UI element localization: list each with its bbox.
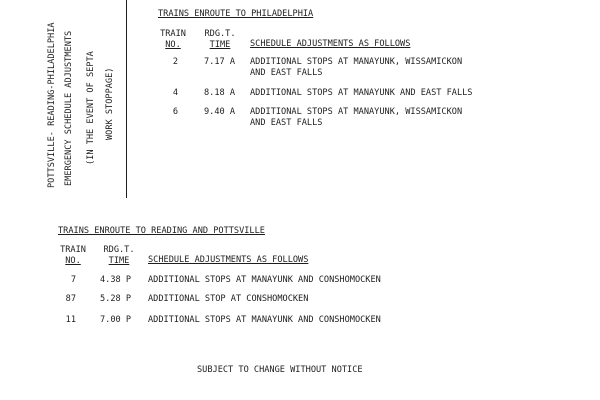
adjustment-text-cont: AND EAST FALLS	[250, 68, 323, 78]
train-number: 6	[172, 107, 178, 117]
side-note-line-2: WORK STOPPAGE)	[105, 67, 115, 140]
col-header-adjustments: SCHEDULE ADJUSTMENTS AS FOLLOWS	[148, 255, 309, 265]
col-header-adjustments: SCHEDULE ADJUSTMENTS AS FOLLOWS	[250, 39, 411, 49]
col-header-time-line1: RDG.T.	[204, 29, 236, 39]
train-number: 87	[65, 294, 76, 304]
side-note-line: (IN THE EVENT OF SEPTA	[86, 51, 96, 165]
col-header-train-line1: TRAIN	[60, 245, 86, 255]
train-time: 5.28 P	[100, 294, 132, 304]
train-number: 7	[70, 275, 76, 285]
col-header-time-line2: TIME	[209, 39, 231, 50]
train-time: 9.40 A	[204, 107, 236, 117]
train-time: 4.38 P	[100, 275, 132, 285]
col-header-train-line2: NO.	[65, 255, 81, 266]
train-time: 7.17 A	[204, 57, 236, 67]
col-header-time	[198, 30, 242, 49]
col-header-time-line2: TIME	[108, 255, 130, 266]
col-header-train-line2: NO.	[165, 39, 181, 50]
adjustment-text: ADDITIONAL STOPS AT MANAYUNK, WISSAMICKON	[250, 107, 463, 117]
footer-notice: SUBJECT TO CHANGE WITHOUT NOTICE	[197, 365, 363, 375]
adjustment-text: ADDITIONAL STOPS AT MANAYUNK AND CONSHOMOCKEN	[148, 275, 381, 285]
col-header-train	[154, 30, 192, 49]
col-header-time	[96, 246, 142, 265]
col-header-train	[55, 246, 91, 265]
train-time: 7.00 P	[100, 315, 132, 325]
adjustment-text: ADDITIONAL STOPS AT MANAYUNK AND CONSHOMOCKEN	[148, 315, 381, 325]
adjustment-text: ADDITIONAL STOP AT CONSHOMOCKEN	[148, 294, 309, 304]
train-time: 8.18 A	[204, 88, 236, 98]
adjustment-text-cont: AND EAST FALLS	[250, 118, 323, 128]
train-number: 4	[172, 88, 178, 98]
col-header-train-line1: TRAIN	[160, 29, 186, 39]
side-subtitle-line: EMERGENCY SCHEDULE ADJUSTMENTS	[64, 30, 74, 186]
col-header-time-line1: RDG.T.	[103, 245, 135, 255]
vertical-divider	[126, 0, 127, 198]
section-title: TRAINS ENROUTE TO PHILADELPHIA	[158, 9, 314, 19]
adjustment-text: ADDITIONAL STOPS AT MANAYUNK AND EAST FALLS	[250, 88, 473, 98]
side-title-line: POTTSVILLE- READING-PHILADELPHIA	[47, 22, 57, 188]
adjustment-text: ADDITIONAL STOPS AT MANAYUNK, WISSAMICKON	[250, 57, 463, 67]
section-title: TRAINS ENROUTE TO READING AND POTTSVILLE	[58, 226, 265, 236]
train-number: 11	[65, 315, 76, 325]
train-number: 2	[172, 57, 178, 67]
